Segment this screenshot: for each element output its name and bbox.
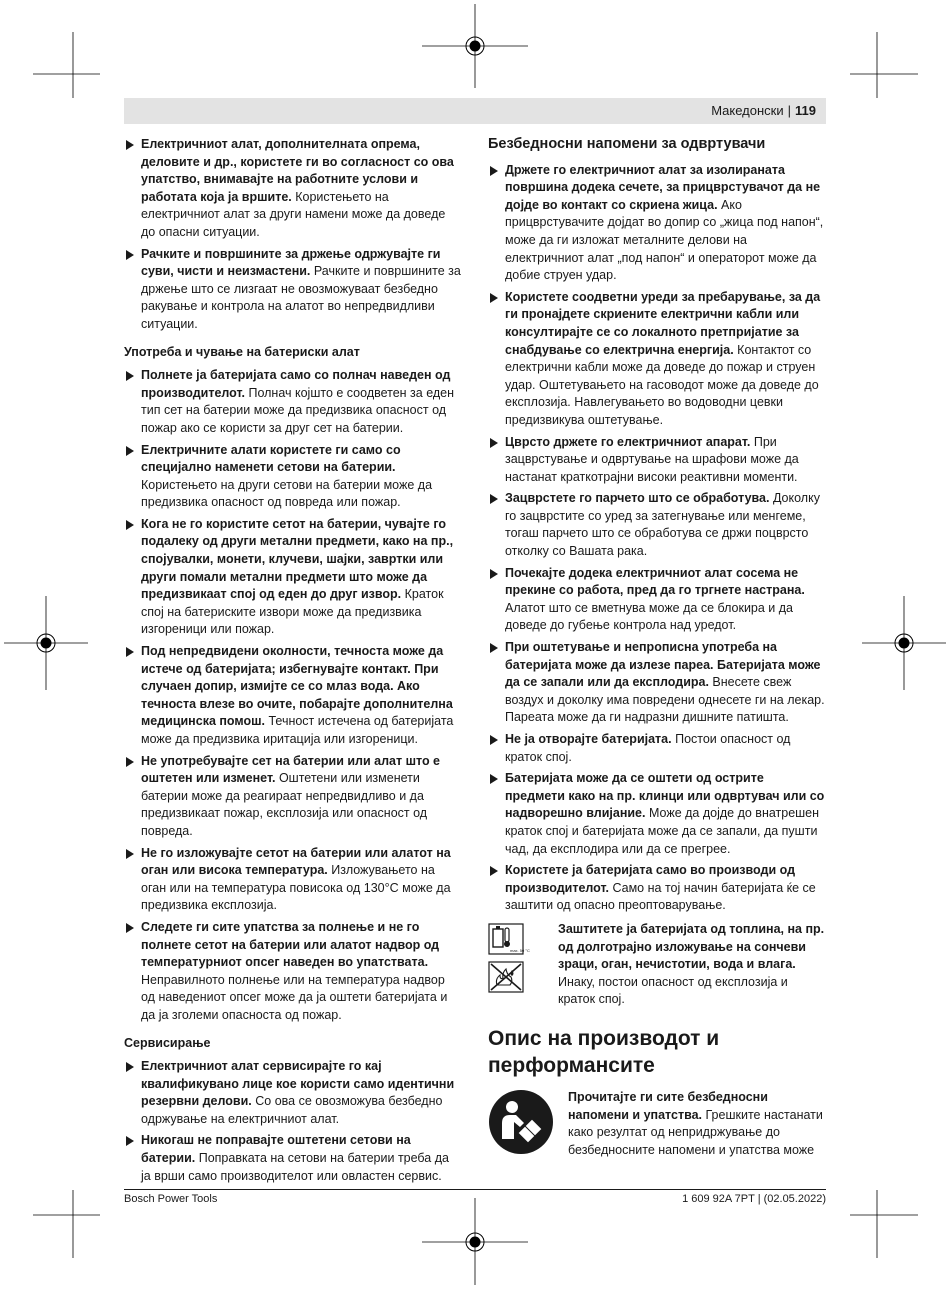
battery-temperature-icon — [488, 923, 530, 955]
battery-protection-text: Заштитете ја батеријата од топлина, на пр. од долготрајно изложување на сончеви зраци, оган, нечистотии, вода и влага. Инаку, постои опасност од експлозија и краток спој. — [558, 921, 825, 1007]
header-language: Македонски — [711, 103, 784, 118]
header-separator: | — [787, 103, 792, 118]
page-number: 119 — [795, 103, 816, 118]
heading-battery-use: Употреба и чување на батериски алат — [124, 344, 360, 359]
bullet-item: Под непредвидени околности, течноста може да истече од батеријата; избегнувајте контакт. При случаен допир, измијте се со млаз вода. Ако течноста влезе во очите, побарајте дополнителна медицинска помош. Течност истечена од батеријата може да предизвика иритација или изгореници. — [124, 643, 462, 749]
header-text — [711, 103, 816, 118]
no-fire-water-icon — [488, 961, 524, 993]
bullet-item: При оштетување и непрописна употреба на батеријата може да излезе пареа. Батеријата може да се запали или да експлодира. Внесете свеж воздух и доколку има повредени однесете ги на лекар. Пареата може да ги надразни дишните патишта. — [488, 639, 826, 727]
bullet-item: Електричните алати користете ги само со специјално наменети сетови на батерии. Користењето на други сетови на батерии може да предизвика опасност од повреда или пожар. — [124, 442, 462, 512]
bullet-item: Батеријата може да се оштети од острите предмети како на пр. клинци или одвртувач или со надворешно влијание. Може да дојде до внатрешен краток спој и батеријата може да се запали, да пушти чад, да експлодира или да се прегрее. — [488, 770, 826, 858]
bullet-item: Не го изложувајте сетот на батерии или алатот на оган или висока температура. Изложувањето на оган или на температура повисока од 130°C може да предизвика експлозија. — [124, 845, 462, 915]
bullet-item: Користете соодветни уреди за пребарување, за да ги пронајдете скриените електрични кабли или консултирајте се со локалното претпријатие за снабдување со електрична енергија. Контактот со електрични кабли може да доведе до пожар и струен удар. Оштетувањето на гасоводот може да доведе до експлозија. Навлегувањето во водоводни цевки предизвикува оштетување. — [488, 289, 826, 430]
footer-brand: Bosch Power Tools — [124, 1193, 218, 1205]
bullet-item: Зацврстете го парчето што се обработува. Доколку го зацврстите со уред за затегнување или менгеме, тогаш парчето што се обработува се држи поцврсто отколку со Вашата рака. — [488, 490, 826, 560]
left-column — [124, 136, 462, 1189]
page-header — [124, 98, 826, 124]
bullet-item: Следете ги сите упатства за полнење и не го полнете сетот на батерии или алатот надвор од температурниот опсег наведен во упатствата. Неправилното полнење или на температура надвор од наведениот опсег може да ја оштети батеријата и да ја зголеми опасноста од пожар. — [124, 919, 462, 1025]
bullet-item: Не ја отворајте батеријата. Постои опасност од краток спој. — [488, 731, 826, 766]
bullet-item: Електричниот алат сервисирајте го кај квалификувано лице кое користи само идентични резервни делови. Со ова се овозможува безбедно одржување на електричниот алат. — [124, 1058, 462, 1128]
read-manual-notice — [488, 1089, 826, 1161]
bullet-item: Никогаш не поправајте оштетени сетови на батерии. Поправката на сетови на батерии треба да ја врши само производителот или овластен сервис. — [124, 1132, 462, 1185]
read-manual-icon — [488, 1089, 554, 1155]
bullet-item: Држете го електричниот алат за изолираната површина додека сечете, за прицврстувачот да не дојде во контакт со скриена жица. Ако прицврстувачите дојдат во допир со „жица под напон“, може да ги изложат металните делови на електричниот алат „под напон“ и операторот може да добие струен удар. — [488, 162, 826, 285]
temperature-limit-label: max. 50 °C — [510, 947, 530, 953]
battery-protection-notice — [488, 921, 826, 1009]
bullet-item: Не употребувајте сет на батерии или алат што е оштетен или изменет. Оштетени или изменети батерии може да реагираат непредвидливо и да предизвикаат пожар, експлозија или опасност од повреда. — [124, 753, 462, 841]
right-column — [488, 136, 826, 1161]
bullet-item: Полнете ја батеријата само со полнач наведен од производителот. Полнач којшто е соодветен за еден тип сет на батерии може да предизвика опасност од пожар ако се користи за друг сет на батерии. — [124, 367, 462, 437]
heading-screwdriver-safety: Безбедносни напомени за одвртувачи — [488, 136, 766, 152]
bullet-item: Цврсто држете го електричниот апарат. При зацврстување и одвртување на шрафови може да настанат краткотрајни високи реактивни моменти. — [488, 434, 826, 487]
bullet-item: Кога не го користите сетот на батерии, чувајте го подалеку од други метални предмети, како на пр., спојувалки, монети, клучеви, шајки, завртки или други помали метални предмети што може да предизвикаат спој од еден до друг извор. Краток спој на батериските извори може да предизвика изгореници или пожар. — [124, 516, 462, 639]
heading-product-description: Опис на производот и перформансите — [488, 1026, 720, 1077]
bullet-item: Рачките и површините за држење одржувајте ги суви, чисти и неизмастени. Рачките и површините за држење што се лизгаат не овозможуваат безбедно ракување и контрола на алатот во непредвидливи ситуации. — [124, 246, 462, 334]
bullet-item: Почекајте додека електричниот алат сосема не прекине со работа, пред да го тргнете настрана. Алатот што се вметнува може да се блокира и да доведе до губење контрола над уредот. — [488, 565, 826, 635]
read-manual-text: Прочитајте ги сите безбедносни напомени и упатства. Грешките настанати како резултат од непридржување до безбедносните напомени и упатства може — [568, 1089, 823, 1157]
bullet-item: Електричниот алат, дополнителната опрема, деловите и др., користете ги во согласност со ова упатство, внимавајте на работните услови и работата која ја вршите. Користењето на електричниот алат за други намени може да доведе до опасни ситуации. — [124, 136, 462, 242]
footer-divider — [124, 1189, 826, 1190]
footer-doc-id: 1 609 92A 7PT | (02.05.2022) — [682, 1193, 826, 1205]
heading-service: Сервисирање — [124, 1035, 211, 1050]
bullet-item: Користете ја батеријата само во производи од производителот. Само на тој начин батеријата ќе се заштити од опасно преоптоварување. — [488, 862, 826, 915]
